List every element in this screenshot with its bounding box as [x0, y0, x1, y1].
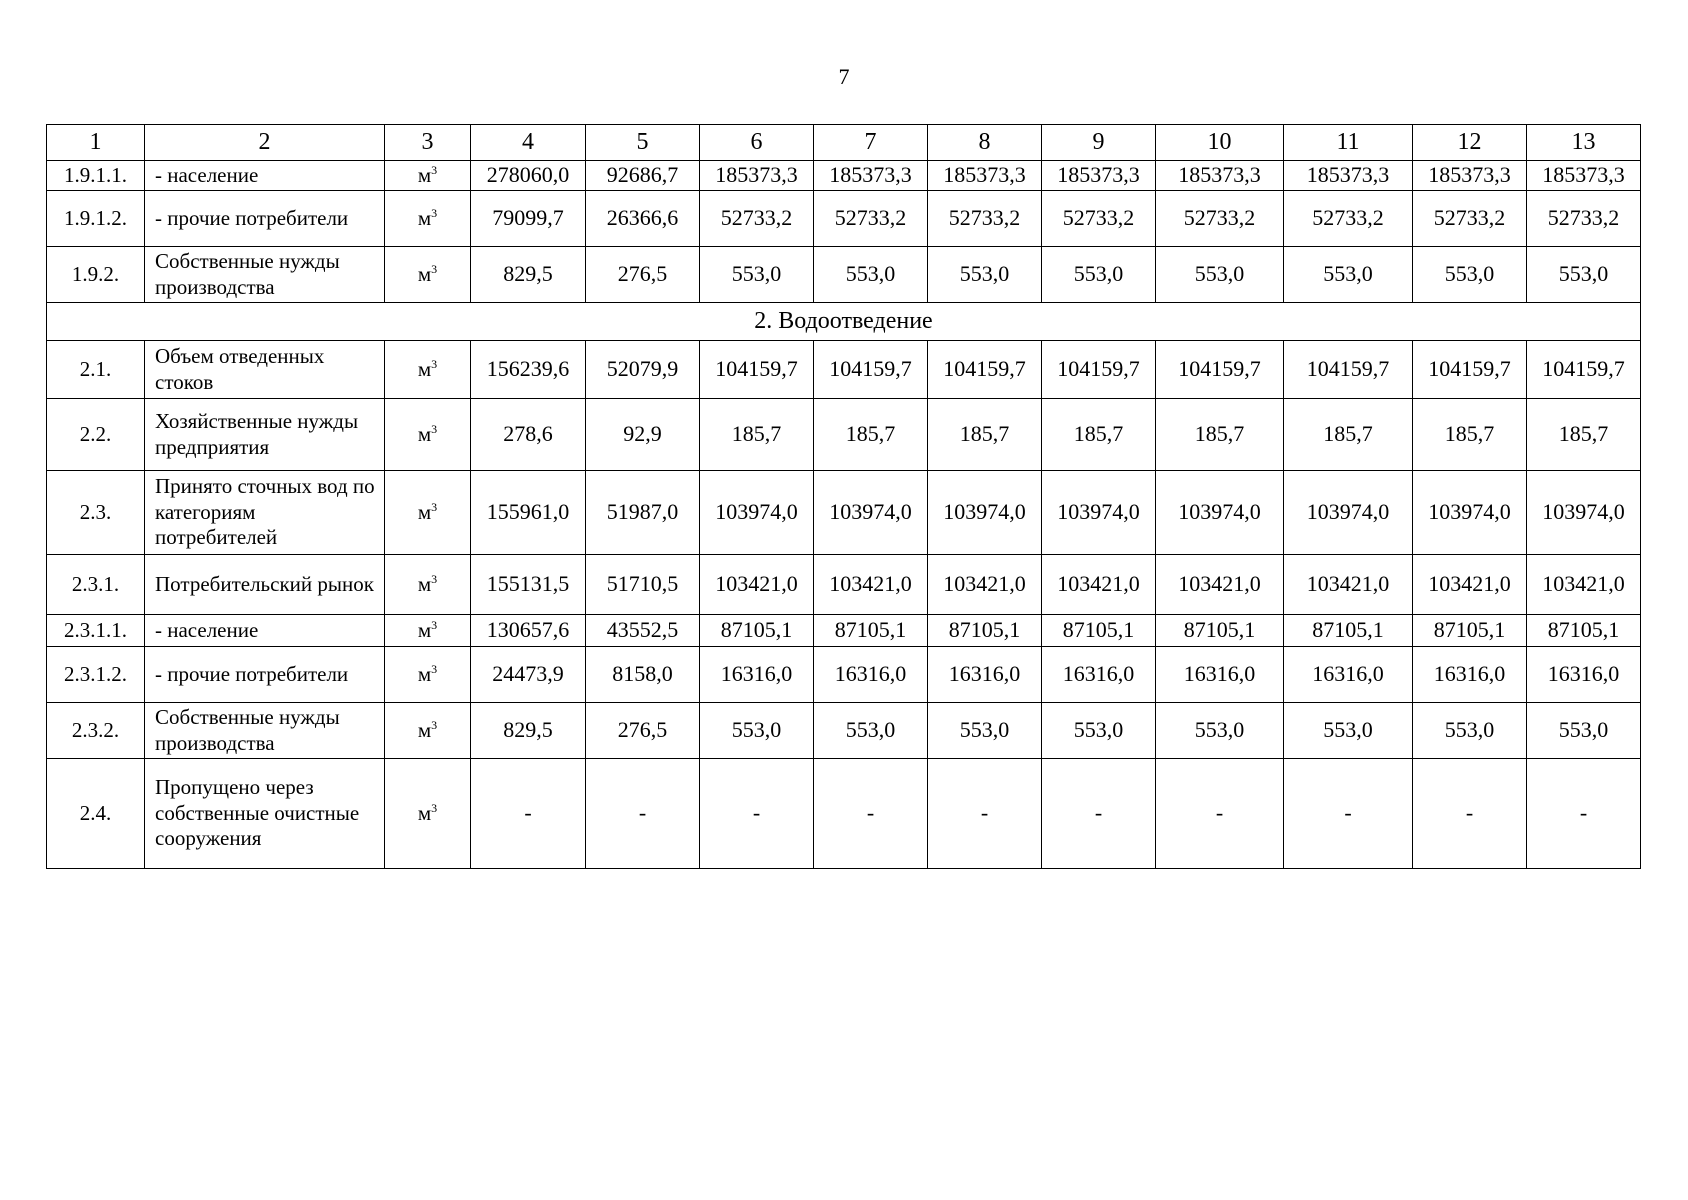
unit-exponent: 3	[431, 717, 438, 732]
value-cell: 87105,1	[1413, 615, 1527, 647]
value-cell: 104159,7	[1413, 341, 1527, 399]
row-unit	[385, 759, 471, 869]
value-cell: 16316,0	[700, 647, 814, 703]
value-cell: -	[928, 759, 1042, 869]
row-unit	[385, 191, 471, 247]
row-unit	[385, 399, 471, 471]
value-cell: 52733,2	[1284, 191, 1413, 247]
table-row	[47, 191, 1641, 247]
value-cell: 87105,1	[814, 615, 928, 647]
row-unit	[385, 471, 471, 555]
value-cell: 278,6	[471, 399, 586, 471]
value-cell: 103974,0	[1527, 471, 1641, 555]
value-cell: 16316,0	[814, 647, 928, 703]
value-cell: 553,0	[700, 247, 814, 303]
row-name: Пропущено через собственные очистные сооружения	[145, 759, 385, 869]
value-cell: 553,0	[814, 247, 928, 303]
value-cell: 103421,0	[928, 555, 1042, 615]
table-row	[47, 341, 1641, 399]
value-cell: 104159,7	[814, 341, 928, 399]
row-code: 1.9.1.1.	[47, 161, 145, 191]
value-cell: 104159,7	[1284, 341, 1413, 399]
header-cell: 1	[47, 125, 145, 161]
value-cell: -	[814, 759, 928, 869]
value-cell: 16316,0	[1284, 647, 1413, 703]
value-cell: 87105,1	[1527, 615, 1641, 647]
value-cell: 52733,2	[1527, 191, 1641, 247]
row-code: 2.2.	[47, 399, 145, 471]
value-cell: -	[1156, 759, 1284, 869]
value-cell: -	[700, 759, 814, 869]
unit-exponent: 3	[431, 571, 438, 586]
row-name: - население	[145, 615, 385, 647]
header-cell: 9	[1042, 125, 1156, 161]
table-row	[47, 399, 1641, 471]
value-cell: 185373,3	[814, 161, 928, 191]
value-cell: 553,0	[928, 247, 1042, 303]
header-row	[47, 125, 1641, 161]
value-cell: 51987,0	[586, 471, 700, 555]
value-cell: -	[1284, 759, 1413, 869]
table-row	[47, 471, 1641, 555]
row-name: - прочие потребители	[145, 191, 385, 247]
value-cell: 185,7	[1042, 399, 1156, 471]
unit-exponent: 3	[431, 617, 438, 632]
value-cell: 16316,0	[1156, 647, 1284, 703]
row-unit	[385, 647, 471, 703]
row-unit	[385, 161, 471, 191]
value-cell: -	[586, 759, 700, 869]
table-row	[47, 161, 1641, 191]
unit-text: м	[417, 661, 432, 686]
header-cell: 3	[385, 125, 471, 161]
value-cell: 553,0	[1413, 247, 1527, 303]
value-cell: 24473,9	[471, 647, 586, 703]
value-cell: 52733,2	[928, 191, 1042, 247]
value-cell: 185373,3	[1042, 161, 1156, 191]
value-cell: 103421,0	[1413, 555, 1527, 615]
row-name: Принято сточных вод по категориям потребителей	[145, 471, 385, 555]
page-number: 7	[838, 64, 850, 89]
value-cell: 103974,0	[1156, 471, 1284, 555]
value-cell: 185373,3	[1156, 161, 1284, 191]
value-cell: 16316,0	[1042, 647, 1156, 703]
unit-exponent: 3	[431, 661, 438, 676]
value-cell: 52733,2	[1156, 191, 1284, 247]
value-cell: 553,0	[1527, 247, 1641, 303]
header-cell: 12	[1413, 125, 1527, 161]
value-cell: 156239,6	[471, 341, 586, 399]
value-cell: 87105,1	[1156, 615, 1284, 647]
value-cell: 16316,0	[1413, 647, 1527, 703]
row-code: 1.9.1.2.	[47, 191, 145, 247]
row-code: 2.3.2.	[47, 703, 145, 759]
header-cell: 6	[700, 125, 814, 161]
row-unit	[385, 247, 471, 303]
row-code: 2.3.1.2.	[47, 647, 145, 703]
row-code: 2.1.	[47, 341, 145, 399]
value-cell: 52733,2	[1413, 191, 1527, 247]
value-cell: 51710,5	[586, 555, 700, 615]
value-cell: 553,0	[1042, 703, 1156, 759]
header-cell: 8	[928, 125, 1042, 161]
value-cell: 185,7	[814, 399, 928, 471]
header-cell: 2	[145, 125, 385, 161]
value-cell: 103974,0	[1042, 471, 1156, 555]
table-row	[47, 615, 1641, 647]
header-cell: 11	[1284, 125, 1413, 161]
row-unit	[385, 615, 471, 647]
value-cell: 130657,6	[471, 615, 586, 647]
value-cell: 92,9	[586, 399, 700, 471]
value-cell: 52079,9	[586, 341, 700, 399]
unit-exponent: 3	[431, 261, 438, 276]
header-cell: 7	[814, 125, 928, 161]
value-cell: 553,0	[700, 703, 814, 759]
value-cell: 553,0	[1042, 247, 1156, 303]
data-table	[46, 124, 1641, 869]
value-cell: 104159,7	[928, 341, 1042, 399]
unit-exponent: 3	[431, 356, 438, 371]
value-cell: 103421,0	[1284, 555, 1413, 615]
value-cell: 829,5	[471, 703, 586, 759]
value-cell: 553,0	[1284, 703, 1413, 759]
value-cell: 553,0	[1156, 247, 1284, 303]
value-cell: 43552,5	[586, 615, 700, 647]
row-code: 2.3.1.	[47, 555, 145, 615]
value-cell: 185,7	[1413, 399, 1527, 471]
unit-text: м	[417, 800, 432, 825]
unit-text: м	[417, 617, 432, 642]
unit-exponent: 3	[431, 800, 438, 815]
value-cell: 553,0	[928, 703, 1042, 759]
header-cell: 13	[1527, 125, 1641, 161]
value-cell: 103974,0	[1413, 471, 1527, 555]
value-cell: 16316,0	[1527, 647, 1641, 703]
value-cell: 185373,3	[1413, 161, 1527, 191]
unit-exponent: 3	[431, 499, 438, 514]
value-cell: 553,0	[814, 703, 928, 759]
value-cell: 185373,3	[1527, 161, 1641, 191]
section-title: 2. Водоотведение	[47, 303, 1641, 341]
value-cell: 103421,0	[1042, 555, 1156, 615]
row-name: Объем отведенных стоков	[145, 341, 385, 399]
value-cell: 185373,3	[1284, 161, 1413, 191]
value-cell: -	[1042, 759, 1156, 869]
unit-text: м	[417, 571, 432, 596]
value-cell: 103974,0	[1284, 471, 1413, 555]
value-cell: 104159,7	[1527, 341, 1641, 399]
row-unit	[385, 703, 471, 759]
value-cell: 8158,0	[586, 647, 700, 703]
value-cell: 185,7	[1284, 399, 1413, 471]
value-cell: 276,5	[586, 247, 700, 303]
unit-text: м	[417, 205, 432, 230]
value-cell: 16316,0	[928, 647, 1042, 703]
row-code: 2.4.	[47, 759, 145, 869]
value-cell: 103421,0	[1156, 555, 1284, 615]
unit-exponent: 3	[431, 205, 438, 220]
header-cell: 5	[586, 125, 700, 161]
value-cell: 185,7	[700, 399, 814, 471]
value-cell: -	[1413, 759, 1527, 869]
value-cell: 87105,1	[1042, 615, 1156, 647]
unit-exponent: 3	[431, 162, 438, 177]
row-name: - прочие потребители	[145, 647, 385, 703]
unit-text: м	[417, 421, 432, 446]
row-unit	[385, 341, 471, 399]
value-cell: 278060,0	[471, 161, 586, 191]
value-cell: 87105,1	[928, 615, 1042, 647]
row-name: Хозяйственные нужды предприятия	[145, 399, 385, 471]
unit-text: м	[417, 717, 432, 742]
row-name: Собственные нужды производства	[145, 247, 385, 303]
value-cell: 103421,0	[1527, 555, 1641, 615]
table-row	[47, 555, 1641, 615]
unit-text: м	[417, 261, 432, 286]
section-row	[47, 303, 1641, 341]
value-cell: 52733,2	[1042, 191, 1156, 247]
value-cell: 92686,7	[586, 161, 700, 191]
value-cell: 155961,0	[471, 471, 586, 555]
unit-text: м	[417, 356, 432, 381]
table-row	[47, 703, 1641, 759]
value-cell: -	[471, 759, 586, 869]
value-cell: 553,0	[1413, 703, 1527, 759]
value-cell: 185,7	[928, 399, 1042, 471]
table-row	[47, 647, 1641, 703]
value-cell: 52733,2	[814, 191, 928, 247]
value-cell: 52733,2	[700, 191, 814, 247]
value-cell: 87105,1	[700, 615, 814, 647]
unit-exponent: 3	[431, 421, 438, 436]
header-cell: 4	[471, 125, 586, 161]
value-cell: 26366,6	[586, 191, 700, 247]
value-cell: 553,0	[1156, 703, 1284, 759]
value-cell: 829,5	[471, 247, 586, 303]
value-cell: 185,7	[1156, 399, 1284, 471]
value-cell: 276,5	[586, 703, 700, 759]
row-code: 1.9.2.	[47, 247, 145, 303]
value-cell: 103974,0	[700, 471, 814, 555]
value-cell: 103974,0	[814, 471, 928, 555]
table-row	[47, 759, 1641, 869]
row-code: 2.3.	[47, 471, 145, 555]
value-cell: 553,0	[1284, 247, 1413, 303]
row-code: 2.3.1.1.	[47, 615, 145, 647]
value-cell: 185373,3	[700, 161, 814, 191]
table-row	[47, 247, 1641, 303]
value-cell: 185,7	[1527, 399, 1641, 471]
value-cell: 104159,7	[700, 341, 814, 399]
value-cell: 79099,7	[471, 191, 586, 247]
row-name: Собственные нужды производства	[145, 703, 385, 759]
value-cell: 103421,0	[700, 555, 814, 615]
value-cell: 185373,3	[928, 161, 1042, 191]
value-cell: 87105,1	[1284, 615, 1413, 647]
value-cell: -	[1527, 759, 1641, 869]
value-cell: 104159,7	[1156, 341, 1284, 399]
value-cell: 104159,7	[1042, 341, 1156, 399]
value-cell: 553,0	[1527, 703, 1641, 759]
row-name: - население	[145, 161, 385, 191]
value-cell: 155131,5	[471, 555, 586, 615]
row-unit	[385, 555, 471, 615]
row-name: Потребительский рынок	[145, 555, 385, 615]
unit-text: м	[417, 162, 432, 187]
header-cell: 10	[1156, 125, 1284, 161]
unit-text: м	[417, 499, 432, 524]
value-cell: 103421,0	[814, 555, 928, 615]
value-cell: 103974,0	[928, 471, 1042, 555]
